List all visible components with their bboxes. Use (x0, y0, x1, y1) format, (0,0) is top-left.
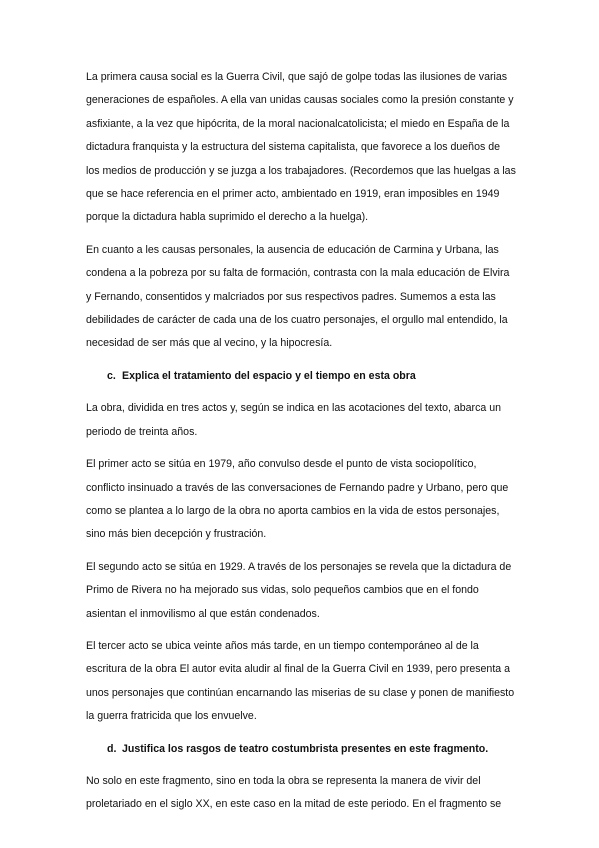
paragraph-third-act: El tercer acto se ubica veinte años más tarde, en un tiempo contemporáneo al de la escritura de la obra El autor evita aludir al final de la Guerra Civil en 1939, pero presenta a unos personajes que continúan encarnando las miserias de su clase y ponen de manifiesto la guerra fratricida que los envuelve. (86, 639, 515, 723)
paragraph-personal-causes: En cuanto a les causas personales, la ausencia de educación de Carmina y Urbana, las condena a la pobreza por su falta de formación, contrasta con la mala educación de Elvira y Fernando, consentidos y malcriados por sus respectivos padres. Sumemos a esta las debilidades de carácter de cada una de los cuatro personajes, el orgullo mal entendido, la necesidad de ser más que al vecino, y la hipocresía. (86, 243, 510, 350)
paragraph-second-act: El segundo acto se sitúa en 1929. A través de los personajes se revela que la dictadura de Primo de Rivera no ha mejorado sus vidas, solo pequeños cambios que en el fondo asientan el inmovilismo al que están condenados. (86, 560, 512, 620)
document-page (86, 66, 516, 826)
paragraph-costumbrista: No solo en este fragmento, sino en toda la obra se representa la manera de vivir del proletariado en el siglo XX, en este caso en la mitad de este periodo. En el fragmento se (86, 774, 502, 811)
section-letter-d: d. (107, 742, 117, 755)
section-title-c: Explica el tratamiento del espacio y el tiempo en esta obra (122, 369, 416, 382)
section-title-d: Justifica los rasgos de teatro costumbrista presentes en este fragmento. (122, 742, 489, 755)
paragraph-first-act: El primer acto se sitúa en 1979, año convulso desde el punto de vista sociopolítico, conflicto insinuado a través de las conversaciones de Fernando padre y Urbano, pero que como se plantea a lo largo de la obra no aporta cambios en la vida de estos personajes, sino más bien decepción y frustración. (86, 458, 509, 541)
section-heading-c (86, 365, 516, 388)
paragraph-structure: La obra, dividida en tres actos y, según se indica en las acotaciones del texto, abarca un periodo de treinta años. (86, 402, 501, 438)
section-letter-c: c. (107, 369, 116, 382)
section-heading-d (86, 738, 516, 761)
paragraph-social-causes: La primera causa social es la Guerra Civil, que sajó de golpe todas las ilusiones de varias generaciones de españoles. A ella van unidas causas sociales como la presión constante y asfixiante, a la vez que hipócrita, de la moral nacionalcatolicista; el miedo en España de la dictadura franquista y la estructura del sistema capitalista, que favorece a los dueños de los medios de producción y se juzga a los trabajadores. (Recordemos que las huelgas a las que se hace referencia en el primer acto, ambientado en 1919, eran imposibles en 1949 porque la dictadura habla suprimido el derecho a la huelga). (86, 71, 516, 224)
